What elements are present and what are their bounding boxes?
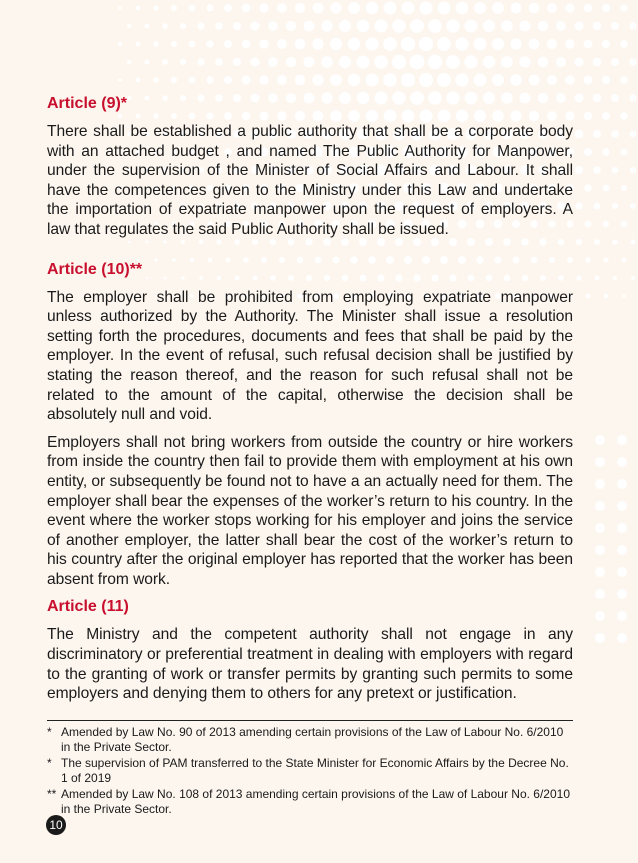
decorative-dot [465, 20, 478, 33]
decorative-dot [171, 77, 177, 83]
decorative-dot [620, 40, 628, 48]
decorative-dot [574, 21, 583, 30]
decorative-dot [144, 59, 149, 64]
footnotes [47, 725, 573, 819]
decorative-dot [622, 258, 627, 263]
decorative-dot [366, 2, 378, 14]
decorative-dot [612, 167, 619, 174]
decorative-dot [419, 37, 433, 51]
decorative-dot [180, 23, 186, 29]
decorative-dot [593, 94, 601, 102]
page-number-badge: 10 [46, 815, 66, 835]
decorative-dot [189, 77, 196, 84]
decorative-dot [611, 130, 618, 137]
article-11-text: The Ministry and the competent authority shall not engage in any discriminatory or preferential treatment in dealing with employers with regard to the granting of work or transfer permits by granting such permits to some employers and denying them to others for any pretext or justification. [47, 626, 573, 703]
decorative-dot [529, 75, 540, 86]
decorative-dot [153, 77, 158, 82]
decorative-dot [603, 185, 610, 192]
decorative-dot [492, 2, 504, 14]
decorative-dot [584, 4, 593, 13]
decorative-dot [189, 5, 196, 12]
decorative-dot [602, 76, 610, 84]
footnote [47, 787, 573, 816]
decorative-dot [277, 39, 287, 49]
decorative-dot [312, 38, 323, 49]
decorative-dot [259, 3, 268, 12]
decorative-dot [593, 58, 602, 67]
decorative-dot [630, 203, 636, 209]
decorative-dot [621, 185, 627, 191]
decorative-dot [198, 23, 205, 30]
decorative-dot [593, 22, 601, 30]
decorative-dot [136, 42, 141, 47]
decorative-dot [576, 239, 582, 245]
article-10-paragraph-1: The employer shall be prohibited from employing expatriate manpower unless authorized by the Authority. The Minister shall issue a resolution setting forth the procedures, documents and fees that shall be paid by the employer. In the event of refusal, such refusal decision shall be justified by stating the reason thereof, and the reason for such refusal shall not be related to the amount of the capital, otherwise the decision shall be absolutely null and void. [47, 288, 573, 424]
decorative-dot [575, 166, 583, 174]
decorative-dot [631, 240, 636, 245]
decorative-dot [593, 130, 601, 138]
decorative-dot [593, 166, 600, 173]
decorative-dot [612, 239, 617, 244]
decorative-dot [242, 76, 251, 85]
decorative-dot [611, 94, 619, 102]
footnote-divider [47, 720, 573, 721]
footnote [47, 725, 573, 754]
decorative-dot [574, 93, 583, 102]
decorative-dot [189, 41, 196, 48]
decorative-dot [153, 5, 158, 10]
decorative-dot [547, 39, 557, 49]
footnote-mark: * [47, 725, 52, 739]
decorative-dot [595, 501, 605, 511]
decorative-dot [321, 56, 333, 68]
decorative-dot [348, 38, 361, 51]
article-10-paragraph-2: Employers shall not bring workers from outside the country or hire workers from inside the country then fail to provide them with employment at his own entity, or subsequently be found not to have a an actually need for them. The employer shall bear the expenses of the worker’s return to his country. In the event where the worker stops working for his employer and joins the service of another employer, the latter shall bear the cost of the worker’s return to his country after the original employer has reported that the worker has been absent from work. [47, 433, 573, 588]
footnote-text: Amended by Law No. 108 of 2013 amending certain provisions of the Law of Labour No. 6/2010 in the Private Sector. [61, 787, 570, 816]
decorative-dot [604, 294, 608, 298]
decorative-dot [602, 112, 610, 120]
decorative-dot [629, 58, 636, 65]
decorative-dot [242, 4, 250, 12]
footnote-text: Amended by Law No. 90 of 2013 amending certain provisions of the Law of Labour No. 6/2010 in the Private Sector. [61, 725, 564, 754]
decorative-dot [595, 457, 605, 467]
decorative-dot [455, 73, 468, 86]
decorative-dot [603, 221, 609, 227]
decorative-dot [295, 3, 305, 13]
decorative-dot [446, 19, 459, 32]
decorative-dot [529, 39, 540, 50]
decorative-dot [206, 40, 213, 47]
decorative-dot [595, 567, 605, 577]
decorative-dot [595, 523, 605, 533]
decorative-dot [620, 76, 628, 84]
decorative-dot [330, 38, 342, 50]
decorative-dot [556, 21, 566, 31]
decorative-dot [617, 523, 627, 533]
footnote-text: The supervision of PAM transferred to the State Minister for Economic Affairs by the Decree No. 1 of 2019 [61, 756, 569, 785]
decorative-dot [595, 276, 600, 281]
decorative-dot [510, 2, 521, 13]
decorative-dot [602, 148, 609, 155]
decorative-dot [456, 2, 469, 15]
decorative-dot [339, 56, 351, 68]
decorative-dot [595, 611, 605, 621]
decorative-dot [197, 58, 204, 65]
decorative-dot [584, 184, 591, 191]
decorative-dot [118, 6, 122, 10]
decorative-dot [374, 55, 388, 69]
decorative-dot [438, 2, 451, 15]
decorative-dot [428, 19, 442, 33]
decorative-dot [629, 22, 636, 29]
decorative-dot [612, 203, 618, 209]
article-9-heading: Article (9)* [47, 95, 128, 112]
decorative-dot [321, 20, 332, 31]
decorative-dot [215, 58, 223, 66]
decorative-dot [630, 131, 637, 138]
decorative-dot [611, 22, 619, 30]
decorative-dot [419, 73, 433, 87]
article-content [47, 94, 573, 704]
decorative-dot [501, 20, 513, 32]
decorative-dot [286, 21, 296, 31]
decorative-dot [620, 4, 627, 11]
decorative-dot [595, 435, 605, 445]
decorative-dot [251, 58, 260, 67]
decorative-dot [224, 4, 232, 12]
decorative-dot [304, 57, 315, 68]
decorative-dot [118, 42, 122, 46]
decorative-dot [595, 545, 605, 555]
decorative-dot [374, 19, 387, 32]
decorative-dot [383, 37, 397, 51]
decorative-dot [224, 76, 232, 84]
decorative-dot [621, 221, 626, 226]
decorative-dot [268, 21, 278, 31]
decorative-dot [277, 3, 287, 13]
decorative-dot [118, 78, 122, 82]
decorative-dot [286, 57, 296, 67]
decorative-dot [603, 257, 608, 262]
decorative-dot [259, 75, 268, 84]
decorative-dot [339, 20, 351, 32]
decorative-dot [602, 4, 610, 12]
decorative-dot [464, 55, 477, 68]
decorative-dot [259, 39, 268, 48]
decorative-dot [617, 435, 627, 445]
decorative-dot [401, 37, 415, 51]
footnote [47, 756, 573, 785]
decorative-dot [519, 56, 530, 67]
decorative-dot [547, 3, 557, 13]
decorative-dot [574, 57, 583, 66]
decorative-dot [617, 611, 627, 621]
decorative-dot [620, 112, 627, 119]
article-9-text: There shall be established a public authority that shall be a corporate body with an attached budget , and named The Public Authority for Manpower, under the supervision of the Minister of Social Affairs and Labour. It shall have the competences given to the Ministry under this Law and undertake the importation of expatriate manpower upon the request of employers. A law that regulates the said Public Authority shall be issued. [47, 123, 573, 238]
decorative-dot [576, 275, 581, 280]
decorative-dot [585, 257, 591, 263]
decorative-dot [295, 39, 306, 50]
decorative-dot [595, 633, 605, 643]
decorative-dot [565, 39, 575, 49]
decorative-dot [233, 22, 241, 30]
decorative-dot [127, 60, 131, 64]
decorative-dot [357, 20, 370, 33]
decorative-dot [419, 1, 432, 14]
decorative-dot [136, 78, 141, 83]
decorative-dot [437, 73, 451, 87]
decorative-dot [547, 75, 557, 85]
decorative-dot [304, 21, 315, 32]
decorative-dot [510, 38, 521, 49]
decorative-dot [401, 73, 415, 87]
decorative-dot [312, 74, 323, 85]
decorative-dot [492, 74, 504, 86]
decorative-dot [483, 56, 495, 68]
decorative-dot [153, 41, 158, 46]
decorative-dot [556, 57, 566, 67]
decorative-dot [162, 59, 168, 65]
footnote-mark: * [47, 756, 52, 771]
decorative-dot [617, 633, 627, 643]
decorative-dot [437, 37, 451, 51]
decorative-dot [584, 148, 592, 156]
decorative-dot [383, 73, 397, 87]
decorative-dot [384, 2, 397, 15]
decorative-dot [136, 6, 141, 11]
decorative-dot [584, 76, 593, 85]
decorative-dot [584, 40, 593, 49]
decorative-dot [492, 38, 504, 50]
decorative-dot [613, 276, 617, 280]
decorative-dot [622, 294, 626, 298]
decorative-dot [313, 3, 324, 14]
decorative-dot [529, 3, 539, 13]
decorative-dot [348, 2, 360, 14]
decorative-dot [617, 457, 627, 467]
decorative-dot [538, 57, 549, 68]
decorative-dot [348, 74, 361, 87]
decorative-dot [631, 276, 635, 280]
decorative-dot [392, 55, 406, 69]
decorative-dot [629, 94, 636, 101]
decorative-dot [428, 55, 442, 69]
decorative-dot [565, 3, 574, 12]
decorative-dot [474, 2, 486, 14]
decorative-dot [585, 221, 591, 227]
article-11-heading: Article (11) [47, 598, 129, 616]
decorative-dot [617, 479, 627, 489]
decorative-dot [268, 57, 278, 67]
decorative-dot [171, 5, 177, 11]
decorative-dot [180, 59, 186, 65]
decorative-dot [474, 38, 487, 51]
decorative-dot [510, 74, 521, 85]
decorative-dot [617, 545, 627, 555]
decorative-dot [224, 40, 232, 48]
decorative-dot [602, 40, 610, 48]
decorative-dot [145, 24, 150, 29]
decorative-dot [575, 130, 584, 139]
decorative-dot [474, 74, 487, 87]
decorative-dot [575, 202, 582, 209]
decorative-dot [520, 21, 531, 32]
decorative-dot [617, 567, 627, 577]
decorative-dot [242, 40, 251, 49]
decorative-dot [365, 37, 378, 50]
decorative-dot [215, 22, 223, 30]
decorative-dot [410, 55, 425, 70]
decorative-dot [611, 58, 619, 66]
decorative-dot [630, 167, 636, 173]
decorative-dot [295, 75, 306, 86]
decorative-dot [330, 74, 342, 86]
decorative-dot [621, 149, 628, 156]
decorative-dot [538, 21, 548, 31]
decorative-dot [233, 58, 241, 66]
decorative-dot [206, 4, 213, 11]
decorative-dot [446, 55, 460, 69]
decorative-dot [565, 75, 575, 85]
decorative-dot [410, 19, 424, 33]
decorative-dot [127, 24, 131, 28]
decorative-dot [330, 2, 341, 13]
decorative-dot [586, 294, 590, 298]
decorative-dot [277, 75, 287, 85]
decorative-dot [357, 56, 370, 69]
decorative-dot [483, 20, 495, 32]
decorative-dot [617, 501, 627, 511]
decorative-dot [584, 112, 593, 121]
decorative-dot [392, 19, 406, 33]
footnote-mark: ** [47, 787, 57, 802]
decorative-dot [365, 73, 378, 86]
decorative-dot [206, 76, 213, 83]
decorative-dot [617, 589, 627, 599]
article-10-heading: Article (10)** [47, 260, 143, 278]
decorative-dot [595, 589, 605, 599]
decorative-dot [401, 1, 414, 14]
decorative-dot [455, 37, 468, 50]
decorative-dot [501, 56, 513, 68]
decorative-dot [162, 23, 168, 29]
decorative-dot [251, 22, 260, 31]
decorative-dot [595, 479, 605, 489]
decorative-dot [171, 41, 177, 47]
decorative-dot [594, 239, 600, 245]
decorative-dot [594, 203, 601, 210]
